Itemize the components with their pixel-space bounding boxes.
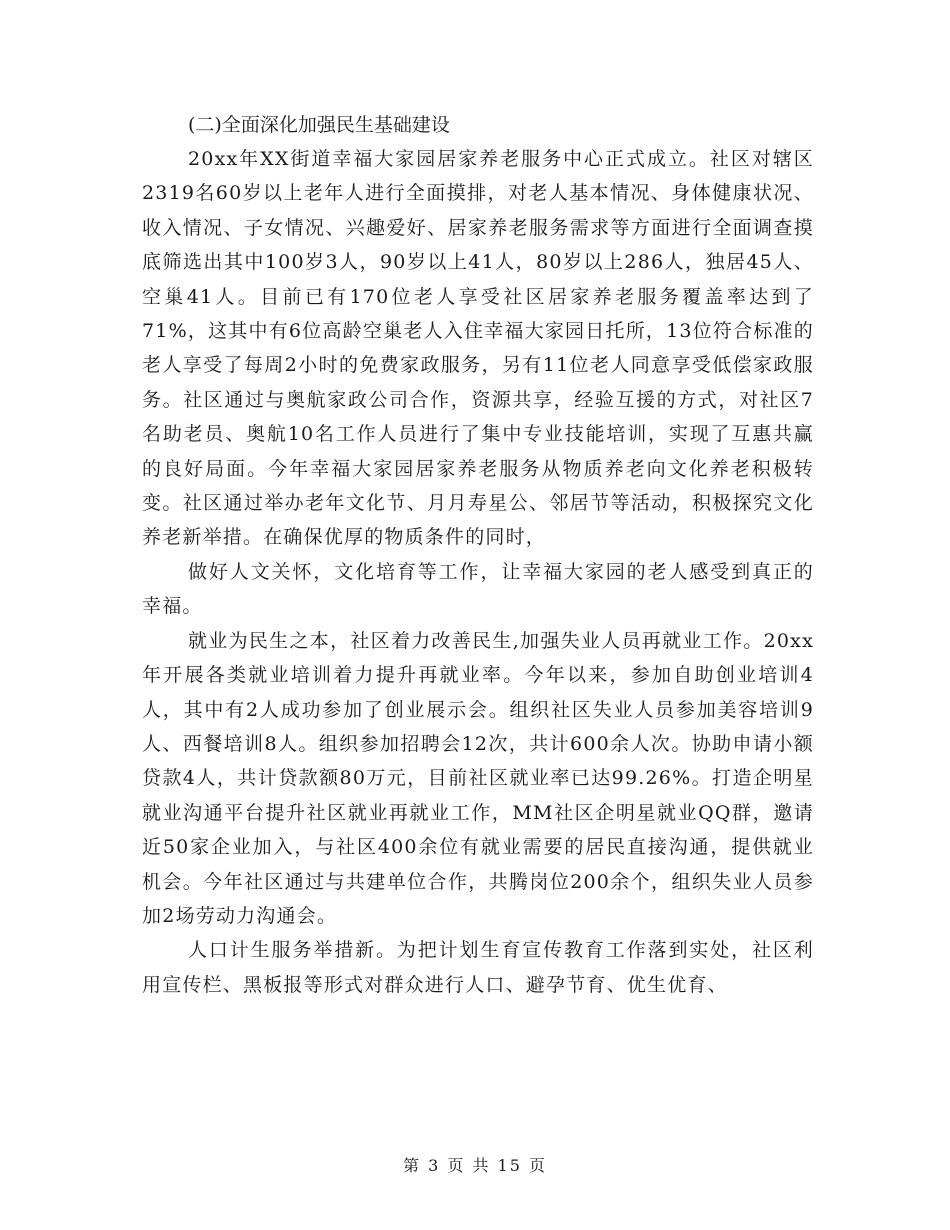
- page-number-footer: 第 3 页 共 15 页: [403, 1156, 547, 1175]
- section-heading: (二)全面深化加强民生基础建设: [188, 114, 450, 136]
- paragraph-elderly-care: 20xx年XX街道幸福大家园居家养老服务中心正式成立。社区对辖区2319名60岁以上老年人进行全面摸排，对老人基本情况、身体健康状况、收入情况、子女情况、兴趣爱好、居家养老服务需求等方面进行全面调查摸底筛选出其中100岁3人，90岁以上41人，80岁以上286人，独居45人、空巢41人。目前已有170位老人享受社区居家养老服务覆盖率达到了71%，这其中有6位高龄空巢老人入住幸福大家园日托所，13位符合标准的老人享受了每周2小时的免费家政服务，另有11位老人同意享受低偿家政服务。社区通过与奥航家政公司合作，资源共享，经验互援的方式，对社区7名助老员、奥航10名工作人员进行了集中专业技能培训，实现了互惠共赢的良好局面。今年幸福大家园居家养老服务从物质养老向文化养老积极转变。社区通过举办老年文化节、月月寿星公、邻居节等活动，积极探究文化养老新举措。在确保优厚的物质条件的同时，: [142, 148, 814, 549]
- paragraph-humanistic-care: 做好人文关怀，文化培育等工作，让幸福大家园的老人感受到真正的幸福。: [142, 560, 814, 618]
- paragraph-employment: 就业为民生之本，社区着力改善民生,加强失业人员再就业工作。20xx年开展各类就业培训着力提升再就业率。今年以来，参加自助创业培训4人，其中有2人成功参加了创业展示会。组织社区失业人员参加美容培训9人、西餐培训8人。组织参加招聘会12次，共计600余人次。协助申请小额贷款4人，共计贷款额80万元，目前社区就业率已达99.26%。打造企明星就业沟通平台提升社区就业再就业工作，MM社区企明星就业QQ群，邀请近50家企业加入，与社区400余位有就业需要的居民直接沟通，提供就业机会。今年社区通过与共建单位合作，共腾岗位200余个，组织失业人员参加2场劳动力沟通会。: [142, 629, 814, 927]
- paragraph-family-planning: 人口计生服务举措新。为把计划生育宣传教育工作落到实处，社区利用宣传栏、黑板报等形式对群众进行人口、避孕节育、优生优育、: [142, 939, 814, 996]
- document-body: [142, 108, 814, 1002]
